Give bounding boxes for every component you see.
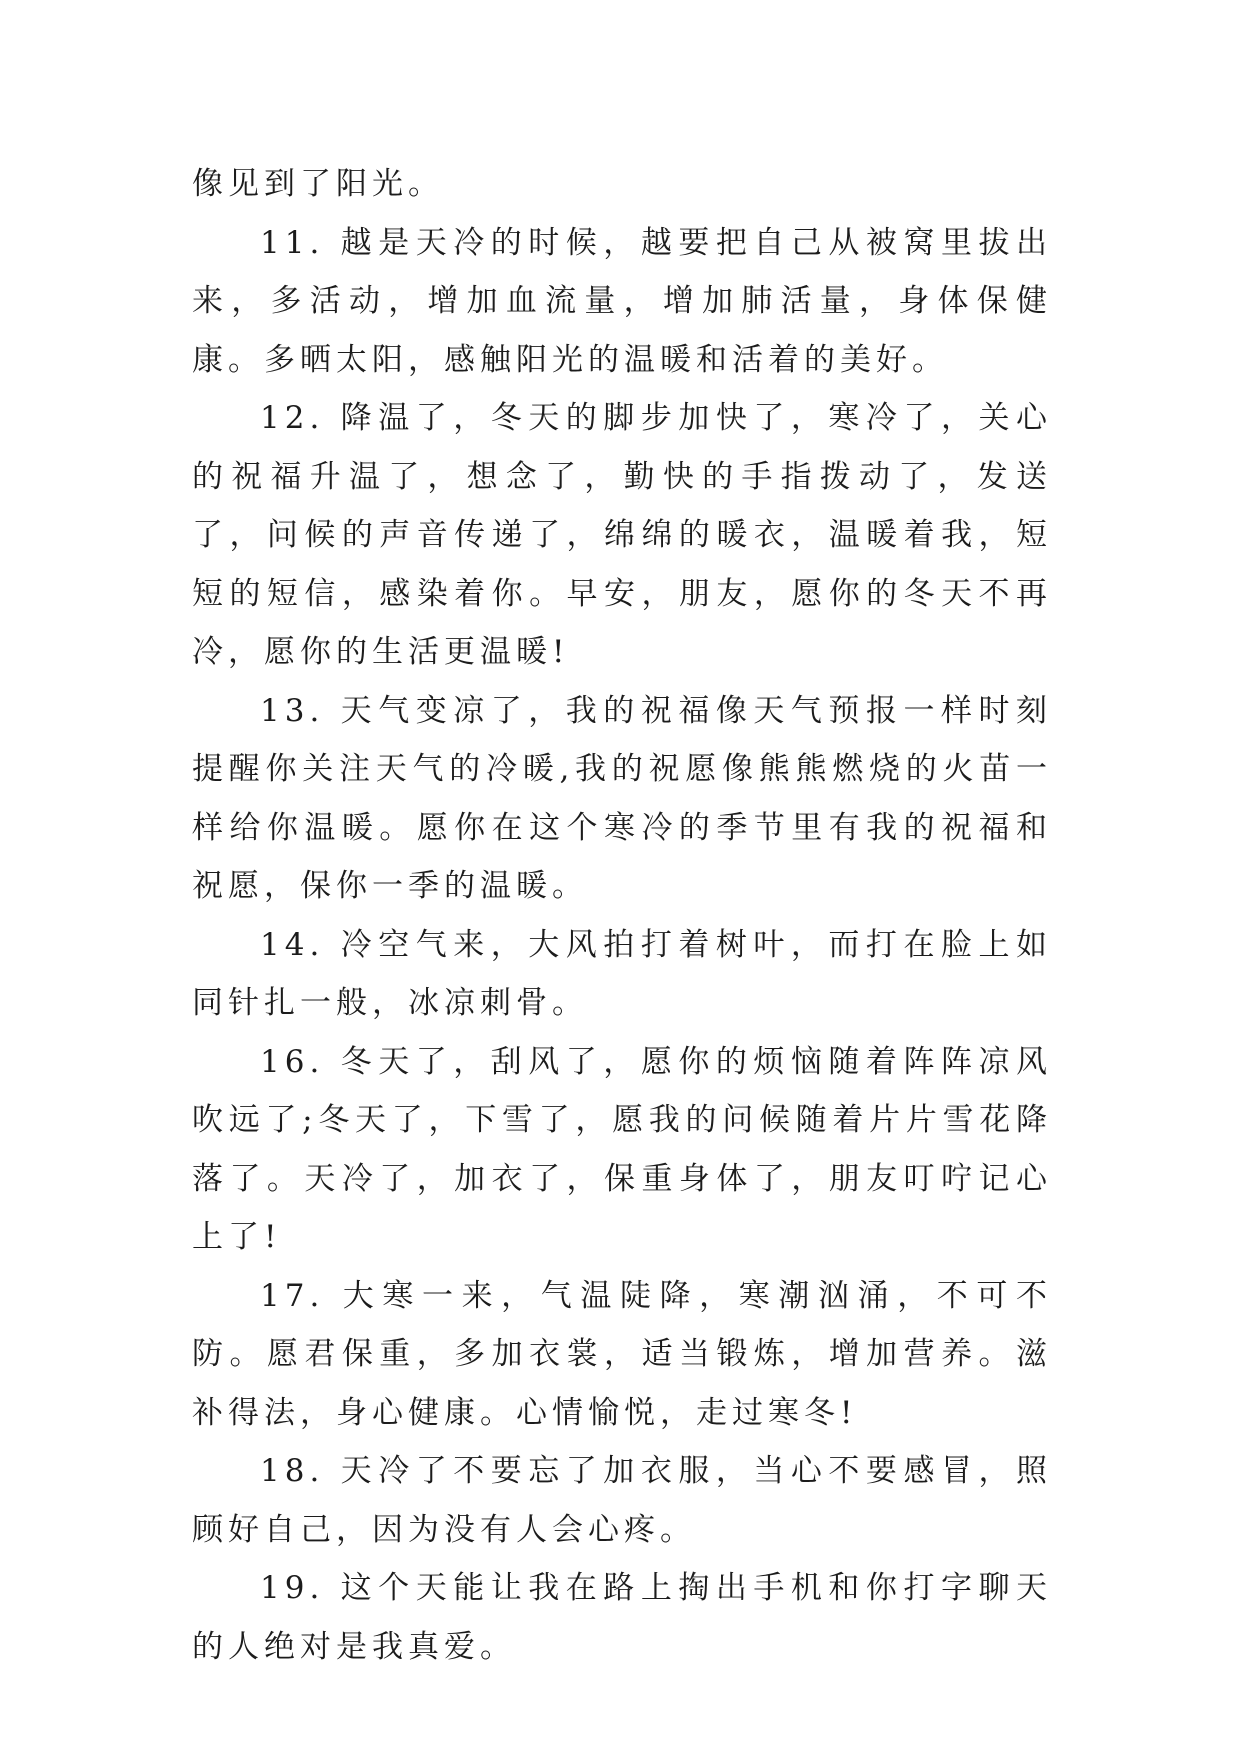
paragraph-13: 13. 天气变凉了，我的祝福像天气预报一样时刻提醒你关注天气的冷暖,我的祝愿像熊熊燃烧的火苗一样给你温暖。愿你在这个寒冷的季节里有我的祝福和祝愿，保你一季的温暖。 xyxy=(192,692,1052,904)
paragraph-continuation: 像见到了阳光。 xyxy=(192,166,444,202)
paragraph-12: 12. 降温了，冬天的脚步加快了，寒冷了，关心的祝福升温了，想念了，勤快的手指拨动了，发送了，问候的声音传递了，绵绵的暖衣，温暖着我，短短的短信，感染着你。早安，朋友，愿你的冬天不再冷，愿你的生活更温暖! xyxy=(192,400,1052,670)
paragraph-14: 14. 冷空气来，大风拍打着树叶，而打在脸上如同针扎一般，冰凉刺骨。 xyxy=(192,926,1052,1021)
paragraph-16: 16. 冬天了，刮风了，愿你的烦恼随着阵阵凉风吹远了;冬天了，下雪了，愿我的问候随着片片雪花降落了。天冷了，加衣了，保重身体了，朋友叮咛记心上了! xyxy=(192,1043,1052,1255)
paragraph-19: 19. 这个天能让我在路上掏出手机和你打字聊天的人绝对是我真爱。 xyxy=(192,1570,1052,1665)
paragraph-18: 18. 天冷了不要忘了加衣服，当心不要感冒，照顾好自己，因为没有人会心疼。 xyxy=(192,1453,1052,1548)
paragraph-17: 17. 大寒一来，气温陡降，寒潮汹涌，不可不防。愿君保重，多加衣裳，适当锻炼，增加营养。滋补得法，身心健康。心情愉悦，走过寒冬! xyxy=(192,1277,1052,1431)
paragraph-11: 11. 越是天冷的时候，越要把自己从被窝里拔出来，多活动，增加血流量，增加肺活量，身体保健康。多晒太阳，感触阳光的温暖和活着的美好。 xyxy=(192,224,1052,378)
document-body xyxy=(192,155,1052,1676)
